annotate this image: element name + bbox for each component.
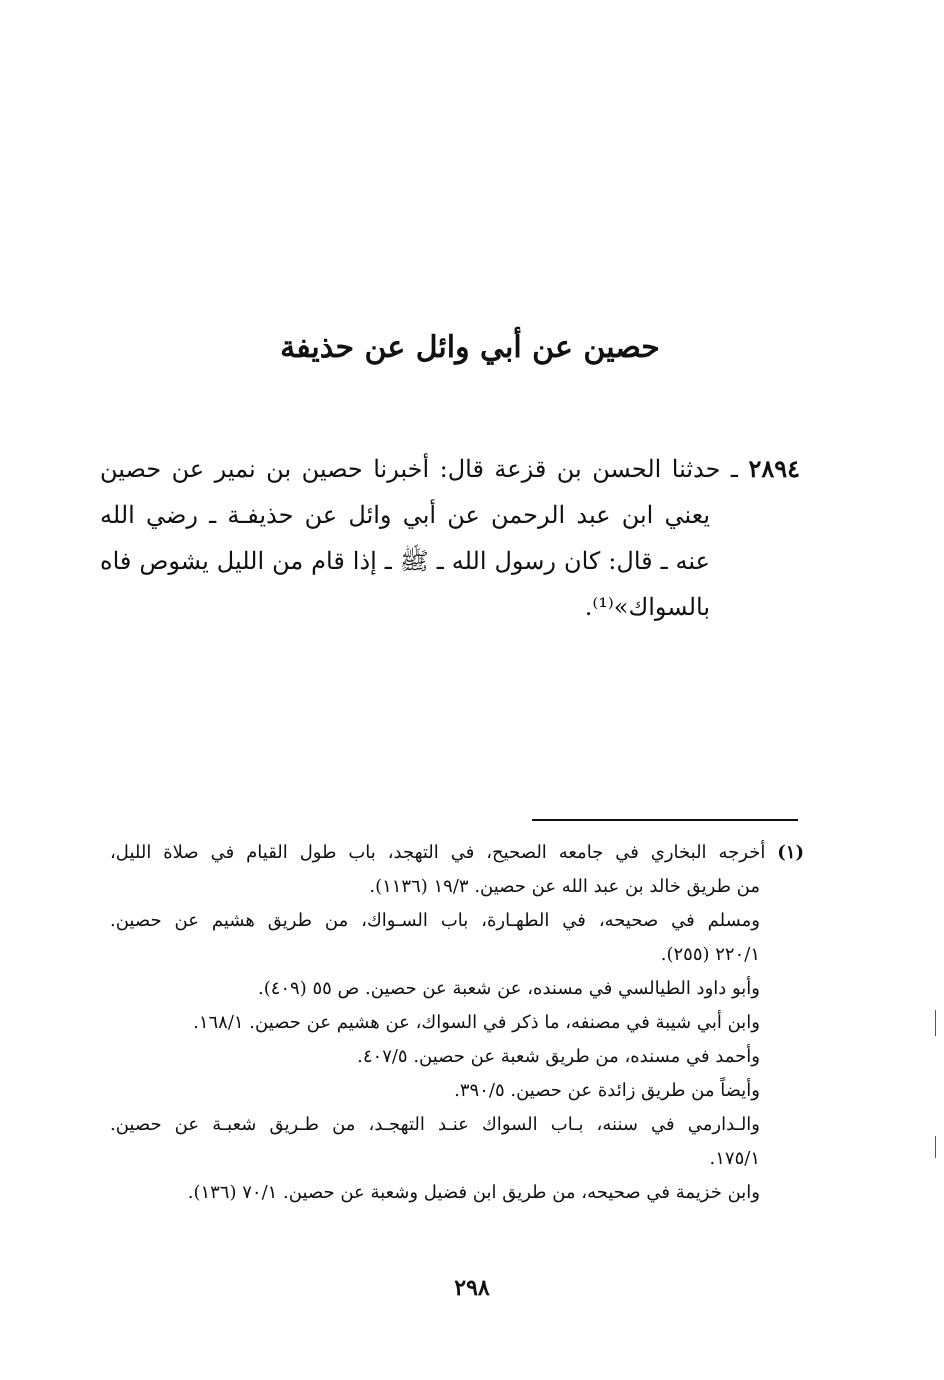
hadith-line-3: عنه ـ قال: كان رسول الله ـ ﷺ ـ إذا قام من الليل يشوص فاه: [100, 547, 710, 575]
hadith-number: ٢٨٩٤: [748, 454, 800, 483]
footnote-line-4: ٢٢٠/١ (٢٥٥).: [660, 944, 760, 965]
footnotes: [110, 836, 804, 1210]
hadith-line-4: بالسواك»⁽¹⁾.: [584, 593, 710, 621]
footnote-line-8: وأيضاً من طريق زائدة عن حصين. ٣٩٠/٥.: [454, 1080, 760, 1101]
hadith-text: [100, 446, 800, 630]
chapter-heading: حصين عن أبي وائل عن حذيفة: [280, 330, 660, 365]
footnote-line-9: والـدارمي في سننه، بـاب السواك عنـد التهجـد، من طـريق شعبـة عن حصين.: [110, 1114, 760, 1135]
footnote-line-6: وابن أبي شيبة في مصنفه، ما ذكر في السواك، عن هشيم عن حصين. ١٦٨/١.: [193, 1012, 760, 1033]
footnote-marker: (١): [777, 842, 804, 863]
footnote-line-1-text: أخرجه البخاري في جامعه الصحيح، في التهجد، باب طول القيام في صلاة الليل،: [110, 842, 766, 863]
footnote-line-7: وأحمد في مسنده، من طريق شعبة عن حصين. ٤٠٧/٥.: [357, 1046, 760, 1067]
footnote-line-3: ومسلم في صحيحه، في الطهـارة، باب السـواك، من طريق هشيم عن حصين.: [110, 910, 760, 931]
hadith-line-1-text: ـ حدثنا الحسن بن قزعة قال: أخبرنا حصين بن نمير عن حصين: [100, 455, 738, 483]
scan-artifact-mark: [935, 1010, 936, 1036]
footnote-line-1: [110, 836, 804, 870]
footnote-separator: [532, 819, 798, 821]
footnote-line-2: من طريق خالد بن عبد الله عن حصين. ١٩/٣ (١١٣٦).: [369, 876, 760, 897]
page-number: ٢٩٨: [454, 1275, 490, 1301]
footnote-line-11: وابن خزيمة في صحيحه، من طريق ابن فضيل وشعبة عن حصين. ٧٠/١ (١٣٦).: [187, 1182, 760, 1203]
footnote-line-10: ١٧٥/١.: [709, 1148, 760, 1169]
footnote-line-5: وأبو داود الطيالسي في مسنده، عن شعبة عن حصين. ص ٥٥ (٤٠٩).: [257, 978, 760, 999]
scan-artifact-mark: [935, 1136, 936, 1158]
hadith-line-1: [100, 446, 800, 492]
hadith-line-2: يعني ابن عبد الرحمن عن أبي وائل عن حذيفـة ـ رضي الله: [100, 501, 710, 529]
